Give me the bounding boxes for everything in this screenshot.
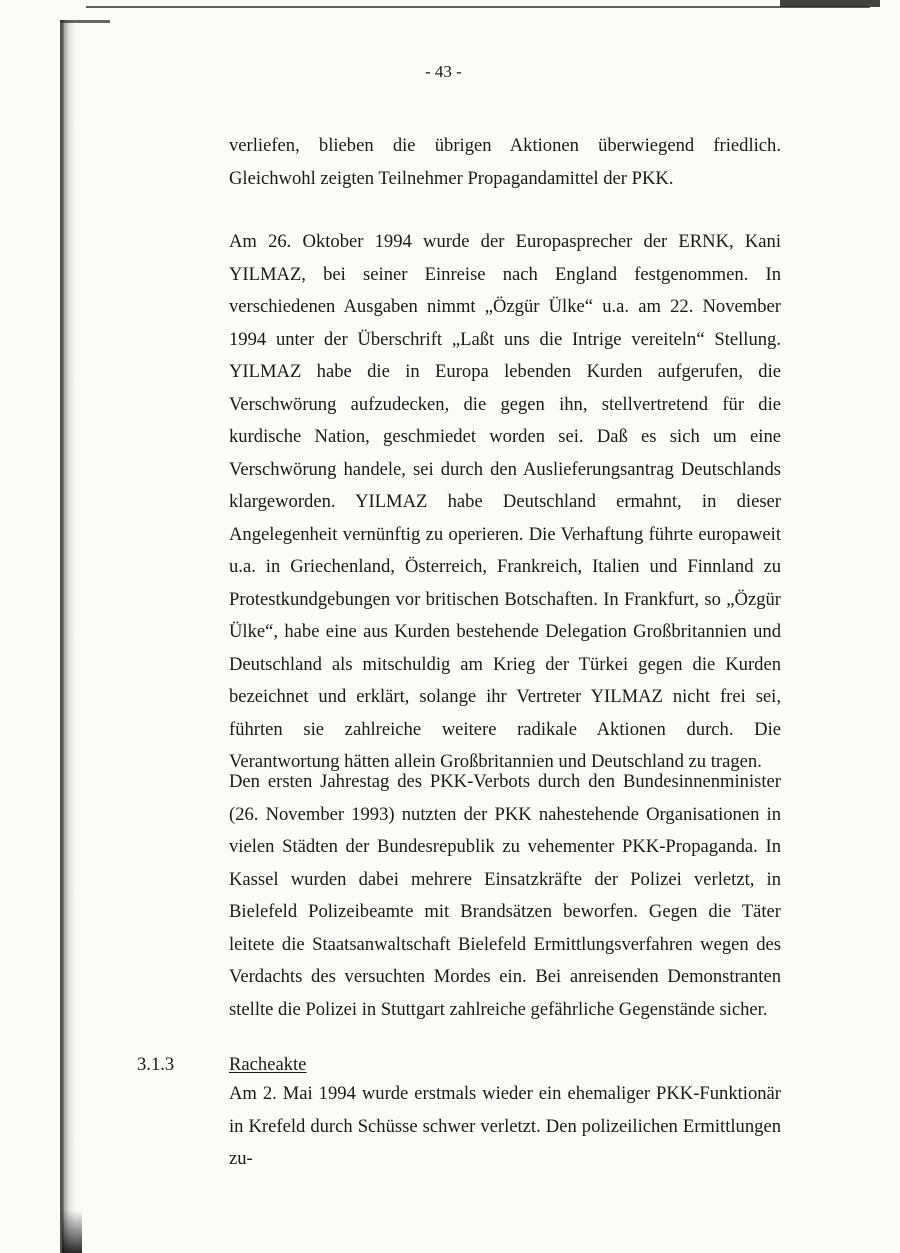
scan-edge-bottom <box>62 1210 82 1253</box>
paragraph-yilmaz-arrest: Am 26. Oktober 1994 wurde der Europasprecher der ERNK, Kani YILMAZ, bei seiner Einreise nach England festgenommen. In verschiedenen Ausgaben nimmt „Özgür Ülke“ u.a. am 22. November 1994 unter der Überschrift „Laßt uns die Intrige vereiteln“ Stellung. YILMAZ habe die in Europa lebenden Kurden aufgerufen, die Verschwörung aufzudecken, die gegen ihn, stellvertretend für die kurdische Nation, geschmiedet worden sei. Daß es sich um eine Verschwörung handele, sei durch den Auslieferungsantrag Deutschlands klargeworden. YILMAZ habe Deutschland ermahnt, in dieser Angelegenheit vernünftig zu operieren. Die Verhaftung führte europaweit u.a. in Griechenland, Österreich, Frankreich, Italien und Finnland zu Protestkundgebungen vor britischen Botschaften. In Frankfurt, so „Özgür Ülke“, habe eine aus Kurden bestehende Delegation Großbritannien und Deutschland als mitschuldig am Krieg der Türkei gegen die Kurden bezeichnet und erklärt, solange ihr Vertreter YILMAZ nicht frei sei, führten sie zahlreiche weitere radikale Aktionen durch. Die Verantwortung hätten allein Großbritannien und Deutschland zu tragen. <box>229 231 781 772</box>
paragraph-ban-anniversary: Den ersten Jahrestag des PKK-Verbots durch den Bundesinnenminister (26. November 1993) nutzten der PKK nahestehende Organisationen in vielen Städten der Bundesrepublik zu vehementer PKK-Propaganda. In Kassel wurden dabei mehrere Einsatzkräfte der Polizei verletzt, in Bielefeld Polizeibeamte mit Brandsätzen beworfen. Gegen die Täter leitete die Staatsanwaltschaft Bielefeld Ermittlungsverfahren wegen des Verdachts des versuchten Mordes ein. Bei anreisenden Demonstranten stellte die Polizei in Stuttgart zahlreiche gefährliche Gegenstände sicher. <box>229 771 781 1020</box>
scan-edge-corner <box>60 20 110 23</box>
section-heading: Racheakte <box>229 1054 307 1075</box>
paragraph-racheakte: Am 2. Mai 1994 wurde erstmals wieder ein ehemaliger PKK-Funktionär in Krefeld durch Schüsse schwer verletzt. Den polizeilichen Ermittlungen zu- <box>229 1083 781 1169</box>
section-number: 3.1.3 <box>137 1054 175 1075</box>
paragraph-continuation: verliefen, blieben die übrigen Aktionen überwiegend friedlich. Gleichwohl zeigten Teilnehmer Propagandamittel der PKK. <box>229 135 781 189</box>
scan-edge-top-right <box>780 0 880 9</box>
scan-edge-left <box>60 20 76 1253</box>
scan-edge-top <box>86 6 870 8</box>
page-number: - 43 - <box>425 62 462 81</box>
